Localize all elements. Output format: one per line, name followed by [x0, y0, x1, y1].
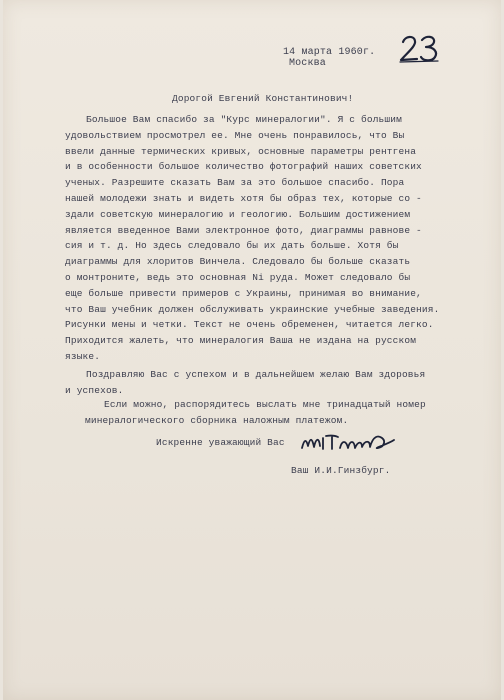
text-line: Приходится жалеть, что минералогия Ваша не издана на русском [65, 335, 417, 347]
text-line: здали советскую минералогию и геологию. Большим достижением [65, 208, 411, 220]
handwritten-signature [298, 428, 398, 458]
text-line: является введенное Вами электронное фото, диаграммы равнове - [65, 224, 422, 236]
text-line: минералогического сборника наложным платежом. [85, 415, 349, 426]
text-line: Большое Вам спасибо за "Курс минералогии". Я с большим [86, 114, 402, 125]
text-line: еще больше привести примеров с Украины, принимая во внимание, [65, 287, 422, 299]
text-line: ввели данные термических кривых, основные параметры рентгена [65, 145, 417, 157]
letter-page [3, 0, 501, 700]
letter-date: 14 марта 1960г. [283, 47, 376, 58]
letter-signature-name: Ваш И.И.Гинзбург. [291, 465, 391, 476]
text-line: удовольствием просмотрел ее. Мне очень понравилось, что Вы [65, 129, 405, 141]
text-line: Если можно, распорядитесь выслать мне тринадцатый номер [104, 399, 426, 410]
text-line: Поздравляю Вас с успехом и в дальнейшем желаю Вам здоровья [86, 369, 426, 380]
text-line: ученых. Разрешите сказать Вам за это большое спасибо. Пора [65, 177, 405, 189]
letter-salutation: Дорогой Евгений Константинович! [172, 93, 354, 104]
letter-closing: Искренне уважающий Вас [156, 437, 285, 448]
handwritten-page-number [398, 33, 444, 63]
text-line: языке. [65, 351, 101, 362]
text-line: и успехов. [65, 385, 124, 396]
text-line: о монтроните, ведь это основная Ni руда. Может следовало бы [65, 272, 411, 283]
text-line: Рисунки мены и четки. Текст не очень обременен, читается легко. [65, 319, 434, 331]
text-line: нашей молодежи знать и видеть хотя бы образ тех, которые со - [65, 193, 422, 204]
text-line: диаграммы для хлоритов Винчела. Следовало бы больше сказать [65, 256, 411, 268]
text-line: и в особенности большое количество фотографий наших советских [65, 161, 422, 173]
text-line: сия и т. д. Но здесь следовало бы их дать больше. Хотя бы [65, 240, 399, 252]
text-line: что Ваш учебник должен обслуживать украинские учебные заведения. [65, 303, 440, 315]
letter-place: Москва [289, 58, 326, 69]
